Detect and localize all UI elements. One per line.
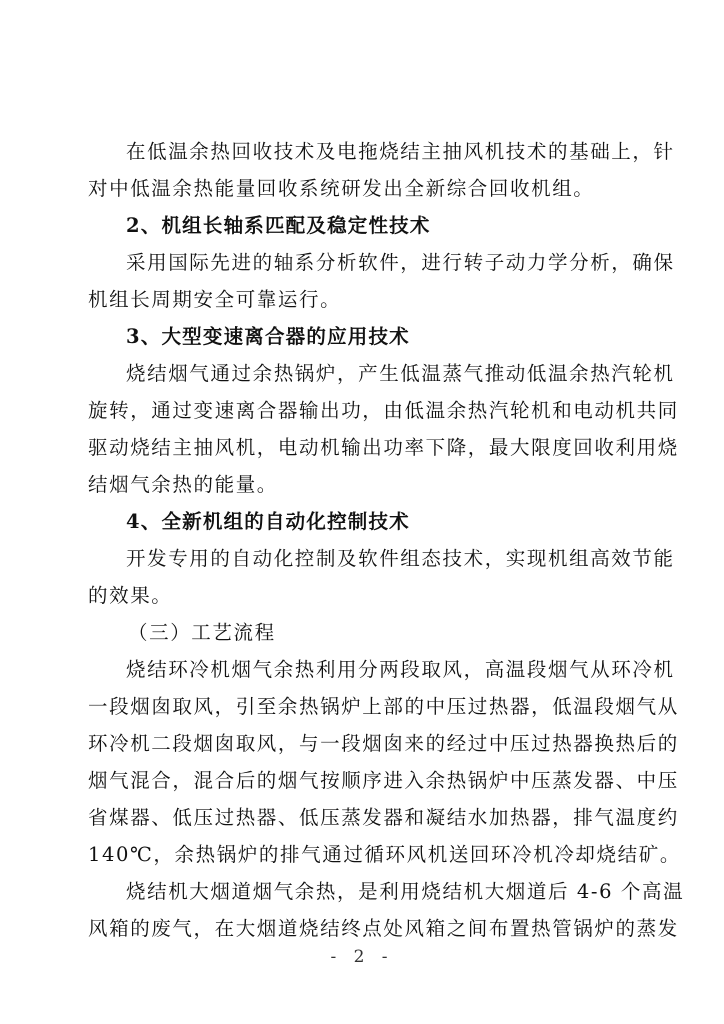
page-number: - 2 - bbox=[330, 947, 394, 967]
paragraph-line: 采用国际先进的轴系分析软件，进行转子动力学分析，确保 bbox=[126, 251, 675, 274]
paragraph-line: 机组长周期安全可靠运行。 bbox=[88, 288, 342, 311]
paragraph-line: 驱动烧结主抽风机，电动机输出功率下降，最大限度回收利用烧 bbox=[88, 436, 679, 459]
paragraph-line: 对中低温余热能量回收系统研发出全新综合回收机组。 bbox=[88, 177, 595, 200]
paragraph-line: 烧结机大烟道烟气余热，是利用烧结机大烟道后 4-6 个高温 bbox=[126, 880, 685, 903]
paragraph-line: 结烟气余热的能量。 bbox=[88, 473, 278, 496]
paragraph-line: 一段烟囱取风，引至余热锅炉上部的中压过热器，低温段烟气从 bbox=[88, 695, 679, 718]
paragraph-line: 烧结环冷机烟气余热利用分两段取风，高温段烟气从环冷机 bbox=[126, 658, 675, 681]
paragraph-line: 省煤器、低压过热器、低压蒸发器和凝结水加热器，排气温度约 bbox=[88, 806, 679, 829]
section-heading: 2、机组长轴系匹配及稳定性技术 bbox=[126, 214, 431, 237]
paragraph-line: 烧结烟气通过余热锅炉，产生低温蒸气推动低温余热汽轮机 bbox=[126, 362, 675, 385]
section-heading: 3、大型变速离合器的应用技术 bbox=[126, 325, 410, 348]
paragraph-line: 在低温余热回收技术及电拖烧结主抽风机技术的基础上，针 bbox=[126, 140, 675, 163]
subsection-title: （三）工艺流程 bbox=[128, 621, 276, 644]
paragraph-line: 140℃，余热锅炉的排气通过循环风机送回环冷机冷却烧结矿。 bbox=[88, 843, 681, 866]
paragraph-line: 环冷机二段烟囱取风，与一段烟囱来的经过中压过热器换热后的 bbox=[88, 732, 679, 755]
paragraph-line: 旋转，通过变速离合器输出功，由低温余热汽轮机和电动机共同 bbox=[88, 399, 679, 422]
section-heading: 4、全新机组的自动化控制技术 bbox=[126, 510, 410, 533]
paragraph-line: 开发专用的自动化控制及软件组态技术，实现机组高效节能 bbox=[126, 547, 675, 570]
paragraph-line: 风箱的废气，在大烟道烧结终点处风箱之间布置热管锅炉的蒸发 bbox=[88, 917, 679, 940]
paragraph-line: 烟气混合，混合后的烟气按顺序进入余热锅炉中压蒸发器、中压 bbox=[88, 769, 679, 792]
paragraph-line: 的效果。 bbox=[88, 584, 173, 607]
